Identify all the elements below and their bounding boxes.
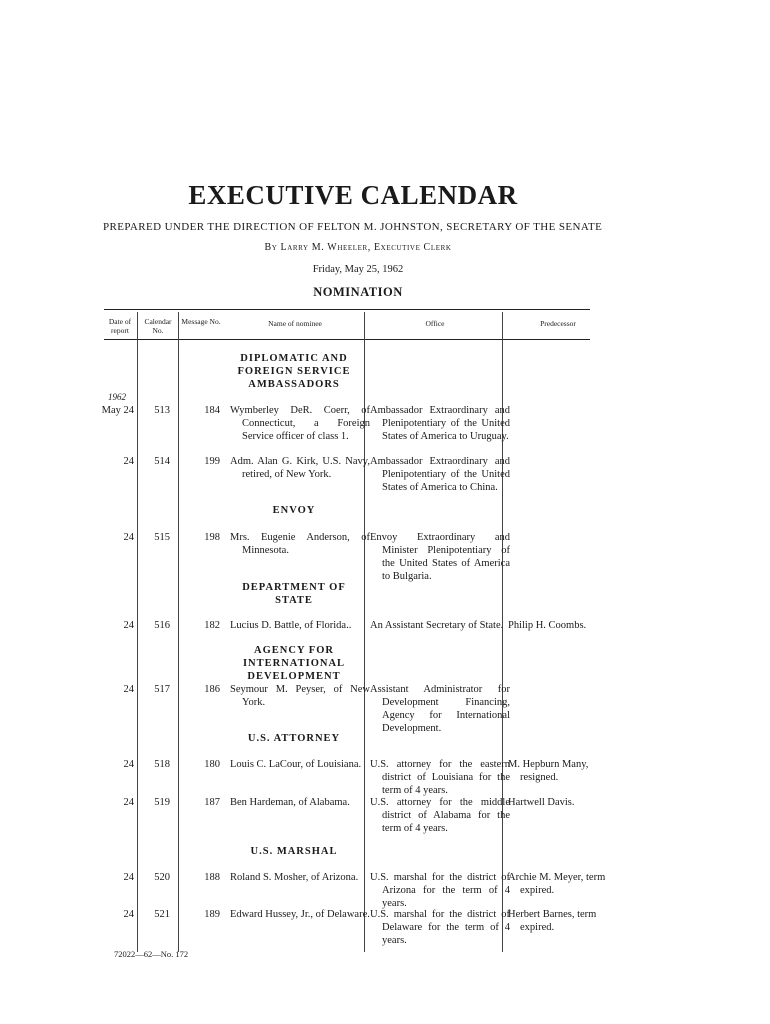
prepared-by-line: PREPARED UNDER THE DIRECTION OF FELTON M. JOHNSTON, SECRETARY OF THE SENATE <box>103 221 603 233</box>
heading-agency-international-development: AGENCY FOR INTERNATIONAL DEVELOPMENT <box>242 645 346 682</box>
row-calendar-no: 516 <box>154 620 170 631</box>
row-nominee: Lucius D. Battle, of Florida.. <box>230 620 352 631</box>
year-label: 1962 <box>108 392 126 402</box>
row-message-no: 180 <box>204 759 220 770</box>
row-nominee: Adm. Alan G. Kirk, U.S. Navy, retired, of New York. <box>230 456 370 480</box>
row-nominee: Seymour M. Peyser, of New York. <box>230 684 370 708</box>
row-calendar-no: 513 <box>154 405 170 416</box>
col-head-calendar: Calendar No. <box>144 317 172 335</box>
row-office: Ambassador Extraordinary and Plenipotentiary of the United States of America to China. <box>370 456 510 493</box>
row-message-no: 199 <box>204 456 220 467</box>
row-office: U.S. marshal for the district of Delaware for the term of 4 years. <box>370 909 510 946</box>
table-top-rule <box>104 309 590 310</box>
row-calendar-no: 517 <box>154 684 170 695</box>
row-office: U.S. attorney for the eastern district of Louisiana for the term of 4 years. <box>370 759 510 796</box>
heading-department-of-state: DEPARTMENT OF STATE <box>242 582 346 606</box>
row-predecessor: Philip H. Coombs. <box>508 620 587 631</box>
row-date: 24 <box>123 532 134 543</box>
row-date: 24 <box>123 909 134 920</box>
row-message-no: 182 <box>204 620 220 631</box>
row-date: May 24 <box>101 405 134 416</box>
row-nominee: Ben Hardeman, of Alabama. <box>230 797 350 808</box>
col-head-date: Date of report <box>108 317 132 335</box>
row-calendar-no: 519 <box>154 797 170 808</box>
row-date: 24 <box>123 684 134 695</box>
heading-envoy: ENVOY <box>272 505 316 516</box>
row-predecessor: Herbert Barnes, term expired. <box>508 909 597 933</box>
page-title: EXECUTIVE CALENDAR <box>188 180 518 210</box>
row-date: 24 <box>123 759 134 770</box>
heading-us-marshal: U.S. MARSHAL <box>250 846 338 857</box>
row-nominee: Louis C. LaCour, of Louisiana. <box>230 759 362 770</box>
row-predecessor: M. Hepburn Many, resigned. <box>508 759 589 783</box>
row-message-no: 189 <box>204 909 220 920</box>
row-nominee: Roland S. Mosher, of Arizona. <box>230 872 359 883</box>
heading-us-attorney: U.S. ATTORNEY <box>247 733 341 744</box>
row-date: 24 <box>123 872 134 883</box>
row-office: U.S. attorney for the middle district of Alabama for the term of 4 years. <box>370 797 510 834</box>
row-office: Ambassador Extraordinary and Plenipotentiary of the United States of America to Uruguay. <box>370 405 510 442</box>
section-title: NOMINATION <box>313 285 403 299</box>
calendar-date: Friday, May 25, 1962 <box>312 264 404 275</box>
row-message-no: 188 <box>204 872 220 883</box>
row-date: 24 <box>123 797 134 808</box>
row-nominee: Wymberley DeR. Coerr, of Connecticut, a Foreign Service officer of class 1. <box>230 405 370 442</box>
header-bottom-rule <box>104 339 590 340</box>
row-message-no: 187 <box>204 797 220 808</box>
row-calendar-no: 514 <box>154 456 170 467</box>
divider-date <box>137 312 138 952</box>
col-head-office: Office <box>425 319 445 328</box>
row-nominee: Mrs. Eugenie Anderson, of Minnesota. <box>230 532 370 556</box>
row-office: Envoy Extraordinary and Minister Plenipotentiary of the United States of America to Bulgaria. <box>370 532 510 582</box>
col-head-name: Name of nominee <box>268 319 322 328</box>
row-calendar-no: 515 <box>154 532 170 543</box>
col-head-message: Message No. <box>181 317 221 326</box>
row-office: Assistant Administrator for Development Financing, Agency for International Development. <box>370 684 510 734</box>
row-office: An Assistant Secretary of State. <box>370 620 504 631</box>
divider-calendar <box>178 312 179 952</box>
row-message-no: 186 <box>204 684 220 695</box>
row-predecessor: Hartwell Davis. <box>508 797 575 808</box>
row-predecessor: Archie M. Meyer, term expired. <box>508 872 606 896</box>
row-calendar-no: 520 <box>154 872 170 883</box>
row-calendar-no: 521 <box>154 909 170 920</box>
print-footer: 72022—62—No. 172 <box>114 949 189 959</box>
row-date: 24 <box>123 620 134 631</box>
row-date: 24 <box>123 456 134 467</box>
row-message-no: 198 <box>204 532 220 543</box>
heading-diplomatic: DIPLOMATIC AND FOREIGN SERVICE AMBASSADORS <box>237 353 351 390</box>
col-head-predecessor: Predecessor <box>540 319 576 328</box>
row-message-no: 184 <box>204 405 220 416</box>
row-calendar-no: 518 <box>154 759 170 770</box>
row-office: U.S. marshal for the district of Arizona for the term of 4 years. <box>370 872 510 909</box>
executive-clerk-byline: By Larry M. Wheeler, Executive Clerk <box>264 242 452 253</box>
row-nominee: Edward Hussey, Jr., of Delaware. <box>230 909 370 920</box>
